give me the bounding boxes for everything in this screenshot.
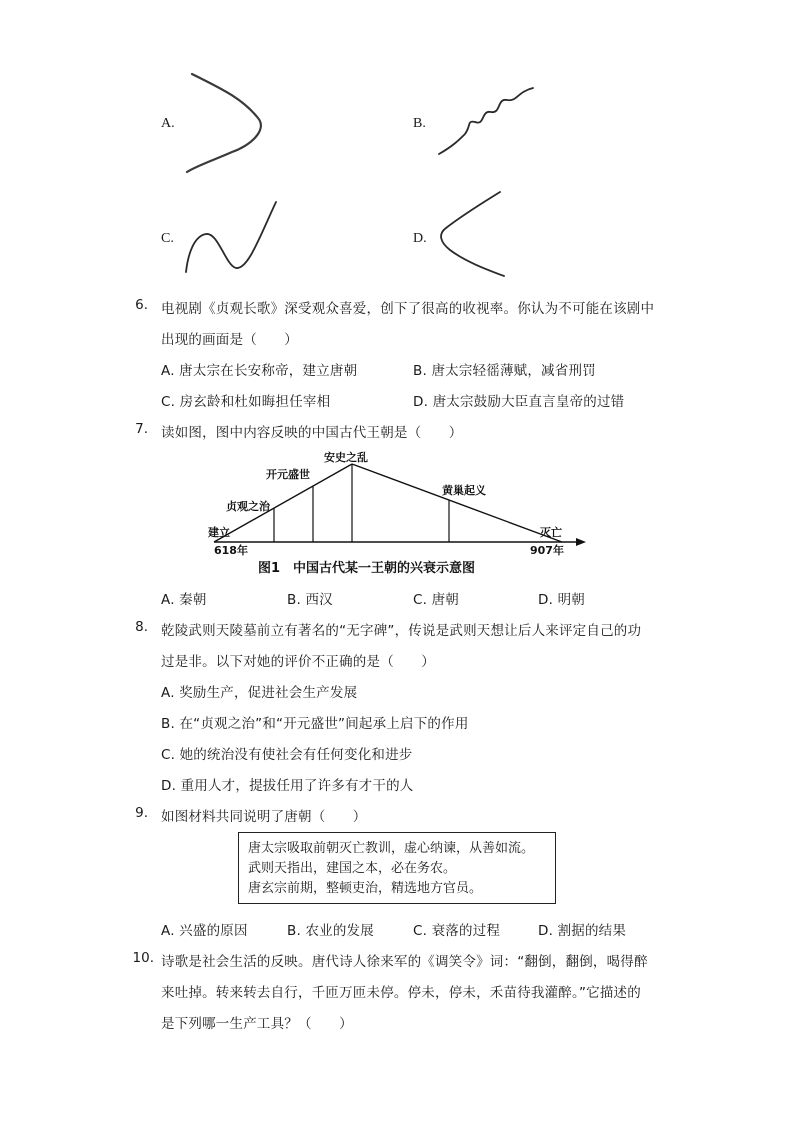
q5-option-c-curve [180,196,284,278]
q9-material-box [238,832,556,904]
q5-option-b-label: B. [413,116,426,131]
diagram-label-huangchao: 黄巢起义 [442,484,486,497]
q9-option-c[interactable]: C. 衰落的过程 [413,923,501,939]
q8-stem-line2: 过是非。以下对她的评价不正确的是（ ） [161,654,435,670]
q9-material-line2: 武则天指出，建国之本，必在务农。 [248,861,457,876]
q6-number: 6. [135,297,148,313]
q5-option-d-curve [432,186,512,282]
diagram-label-anshi: 安史之乱 [324,451,368,464]
diagram-label-end-year: 907年 [530,544,564,557]
diagram-label-zhenguan: 贞观之治 [226,500,270,513]
q10-number: 10. [132,950,154,966]
q9-number: 9. [135,805,148,821]
q6-stem-line2: 出现的画面是（ ） [161,332,298,348]
diagram-label-end: 灭亡 [540,526,562,539]
q5-option-b-curve [433,84,543,160]
q6-option-c[interactable]: C. 房玄龄和杜如晦担任宰相 [161,394,331,410]
q8-option-d[interactable]: D. 重用人才，提拔任用了许多有才干的人 [161,778,414,794]
diagram-caption: 图1 中国古代某一王朝的兴衰示意图 [258,561,476,576]
q7-option-b[interactable]: B. 西汉 [287,592,333,608]
q5-option-a-label: A. [161,116,175,131]
q10-stem-line3: 是下列哪一生产工具？（ ） [161,1016,353,1032]
q7-stem: 读如图，图中内容反映的中国古代王朝是（ ） [161,425,463,441]
q8-option-b[interactable]: B. 在“贞观之治”和“开元盛世”间起承上启下的作用 [161,716,469,732]
diagram-label-kaiyuan: 开元盛世 [266,468,310,481]
diagram-fall-line [352,464,562,542]
q9-stem: 如图材料共同说明了唐朝（ ） [161,809,367,825]
q7-option-c[interactable]: C. 唐朝 [413,592,460,608]
q9-option-d[interactable]: D. 割据的结果 [538,923,627,939]
diagram-label-start: 建立 [208,526,230,539]
q9-option-a[interactable]: A. 兴盛的原因 [161,923,248,939]
q5-option-a-curve [180,68,270,178]
q6-stem-line1: 电视剧《贞观长歌》深受观众喜爱，创下了很高的收视率。你认为不可能在该剧中 [161,301,655,317]
q7-option-d[interactable]: D. 明朝 [538,592,585,608]
q7-number: 7. [135,421,148,437]
q6-option-a[interactable]: A. 唐太宗在长安称帝，建立唐朝 [161,363,358,379]
q5-option-d-label: D. [413,231,427,246]
q9-option-b[interactable]: B. 农业的发展 [287,923,374,939]
q9-material-line3: 唐玄宗前期，整顿吏治，精选地方官员。 [248,881,483,896]
dynasty-rise-fall-diagram [200,448,600,580]
q7-option-a[interactable]: A. 秦朝 [161,592,207,608]
diagram-axis-arrow [576,538,586,546]
q8-number: 8. [135,619,148,635]
q5-option-c-label: C. [161,231,174,246]
diagram-label-start-year: 618年 [214,544,248,557]
q6-option-b[interactable]: B. 唐太宗轻徭薄赋，减省刑罚 [413,363,596,379]
q8-option-a[interactable]: A. 奖励生产，促进社会生产发展 [161,685,358,701]
q10-stem-line1: 诗歌是社会生活的反映。唐代诗人徐来军的《调笑令》词：“翻倒，翻倒，喝得醉 [161,954,648,970]
q8-option-c[interactable]: C. 她的统治没有使社会有任何变化和进步 [161,747,413,763]
q8-stem-line1: 乾陵武则天陵墓前立有著名的“无字碑”，传说是武则天想让后人来评定自己的功 [161,623,642,639]
q9-material-line1: 唐太宗吸取前朝灭亡教训，虚心纳谏，从善如流。 [248,841,535,856]
q10-stem-line2: 来吐掉。转来转去自行，千匝万匝未停。停未，停未，禾苗待我灌醉。”它描述的 [161,985,641,1001]
q6-option-d[interactable]: D. 唐太宗鼓励大臣直言皇帝的过错 [413,394,625,410]
